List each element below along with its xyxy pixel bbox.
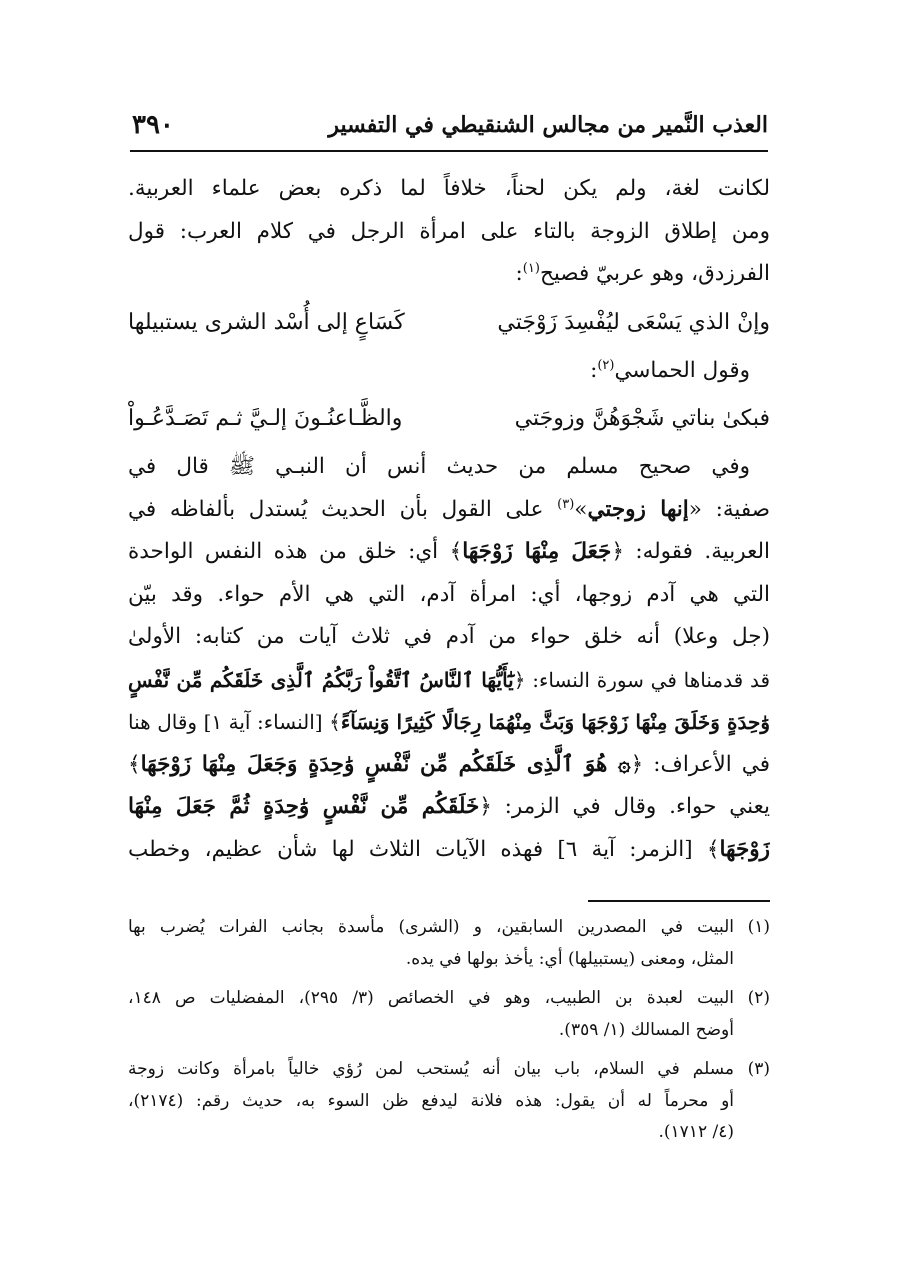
text-line: ومن إطلاق الزوجة بالتاء على امرأة الرجل في كلام العرب: قول	[128, 218, 770, 244]
text-line: لكانت لغة، ولم يكن لحناً، خلافاً لما ذكره بعض علماء العربية.	[128, 176, 770, 201]
quran-quote: خَلَقَكُم مِّن نَّفْسٍ وَٰحِدَةٍ ثُمَّ جَعَلَ مِنْهَا	[128, 794, 480, 819]
hadith-quote: إنها زوجتي	[587, 496, 689, 522]
text-line: التي هي آدم زوجها، أي: امرأة آدم، التي هي الأم حواء. وقد بيّن	[128, 581, 770, 607]
text-line: قد قدمناها في سورة النساء: ﴿يَٰٓأَيُّهَا ٱلنَّاسُ ٱتَّقُواْ رَبَّكُمُ ٱلَّذِى خَلَقَكُم مِّن نَّفْسٍ	[128, 667, 770, 692]
main-text	[128, 168, 770, 871]
footnote-1: (١)البيت في المصدرين السابقين، و (الشرى) مأسدة بجانب الفرات يُضرب بها المثل، ومعنى (يستبيلها) أي: يأخذ بولها في يده.	[128, 912, 770, 975]
header-rule	[130, 150, 768, 152]
text-line: العربية. فقوله: ﴿جَعَلَ مِنْهَا زَوْجَهَا﴾ أي: خلق من هذه النفس الواحدة	[128, 539, 770, 564]
footnote-ref[interactable]: (٣)	[557, 496, 575, 512]
quran-quote: جَعَلَ مِنْهَا زَوْجَهَا	[462, 539, 612, 564]
page-number: ٣٩٠	[132, 110, 174, 140]
verse-second-hemistich: والظَّـاعنُـونَ إلـيَّ ثـم تَصَـدَّعُـواْ	[128, 406, 403, 431]
footnote-ref[interactable]: (١)	[522, 260, 540, 276]
text-line: وقول الحماسي$^{(٢)}$:	[590, 357, 750, 383]
verse-second-hemistich: كَسَاعٍ إلى أُسْد الشرى يستبيلها	[128, 309, 405, 335]
text-line: (جل وعلا) أنه خلق حواء من آدم في ثلاث آيات من كتابه: الأولىٰ	[128, 624, 770, 649]
poetry-verse	[128, 296, 770, 350]
quran-quote: زَوْجَهَا	[719, 836, 770, 862]
footnote-number: (٢)	[747, 988, 770, 1008]
book-title: العذب النَّمير من مجالس الشنقيطي في التفسير	[328, 112, 768, 138]
verse-first-hemistich: وإنْ الذي يَسْعَى ليُفْسِدَ زَوْجَتي	[497, 309, 770, 335]
footnote-3: (٣)مسلم في السلام، باب بيان أنه يُستحب لمن رُؤي خالياً بامرأة وكانت زوجة أو محرماً له أن يقول: هذه فلانة ليدفع ظن السوء به، حديث رقم: (٢١٧٤)، (٤/ ١٧١٢).	[128, 1054, 770, 1149]
verse-first-hemistich: فبكىٰ بناتي شَجْوَهُنَّ وزوجَتي	[514, 406, 770, 431]
footnote-number: (٣)	[747, 1059, 770, 1079]
text-line: يعني حواء. وقال في الزمر: ﴿خَلَقَكُم مِّن نَّفْسٍ وَٰحِدَةٍ ثُمَّ جَعَلَ مِنْهَا	[128, 794, 770, 819]
quran-quote: يَٰٓأَيُّهَا ٱلنَّاسُ ٱتَّقُواْ رَبَّكُمُ ٱلَّذِى خَلَقَكُم مِّن نَّفْسٍ	[128, 667, 514, 692]
footnote-separator	[588, 900, 770, 902]
text-line: في الأعراف: ﴿۞ هُوَ ٱلَّذِى خَلَقَكُم مِّن نَّفْسٍ وَٰحِدَةٍ وَجَعَلَ مِنْهَا زَوْجَهَا﴾	[128, 751, 770, 777]
text-line: وَٰحِدَةٍ وَخَلَقَ مِنْهَا زَوْجَهَا وَبَثَّ مِنْهُمَا رِجَالًا كَثِيرًا وَنِسَآءً﴾ [النساء: آية ١] وقال هنا	[128, 710, 770, 734]
quran-quote: ۞ هُوَ ٱلَّذِى خَلَقَكُم مِّن نَّفْسٍ وَٰحِدَةٍ وَجَعَلَ مِنْهَا زَوْجَهَا	[140, 751, 631, 777]
footnote-2: (٢)البيت لعبدة بن الطبيب، وهو في الخصائص (٣/ ٢٩٥)، المفضليات ص ١٤٨، أوضح المسالك (١/ ٣٥٩).	[128, 983, 770, 1046]
footnote-number: (١)	[747, 917, 770, 937]
running-header	[132, 112, 768, 146]
text-line: وفي صحيح مسلم من حديث أنس أن النبـي ﷺ قال في	[128, 454, 750, 479]
footnotes	[128, 912, 770, 1157]
text-line: الفرزدق، وهو عربيّ فصيح$^{(١)}$:	[515, 260, 770, 286]
footnote-ref[interactable]: (٢)	[597, 357, 615, 373]
quran-quote: وَٰحِدَةٍ وَخَلَقَ مِنْهَا زَوْجَهَا وَبَثَّ مِنْهُمَا رِجَالًا كَثِيرًا وَنِسَآءً	[340, 710, 770, 734]
text-line: زَوْجَهَا﴾ [الزمر: آية ٦] فهذه الآيات الثلاث لها شأن عظيم، وخطب	[128, 836, 770, 862]
text-line: صفية: «إنها زوجتي»$^{(٣)}$ على القول بأن الحديث يُستدل بألفاظه في	[128, 496, 770, 522]
poetry-verse	[128, 392, 770, 446]
